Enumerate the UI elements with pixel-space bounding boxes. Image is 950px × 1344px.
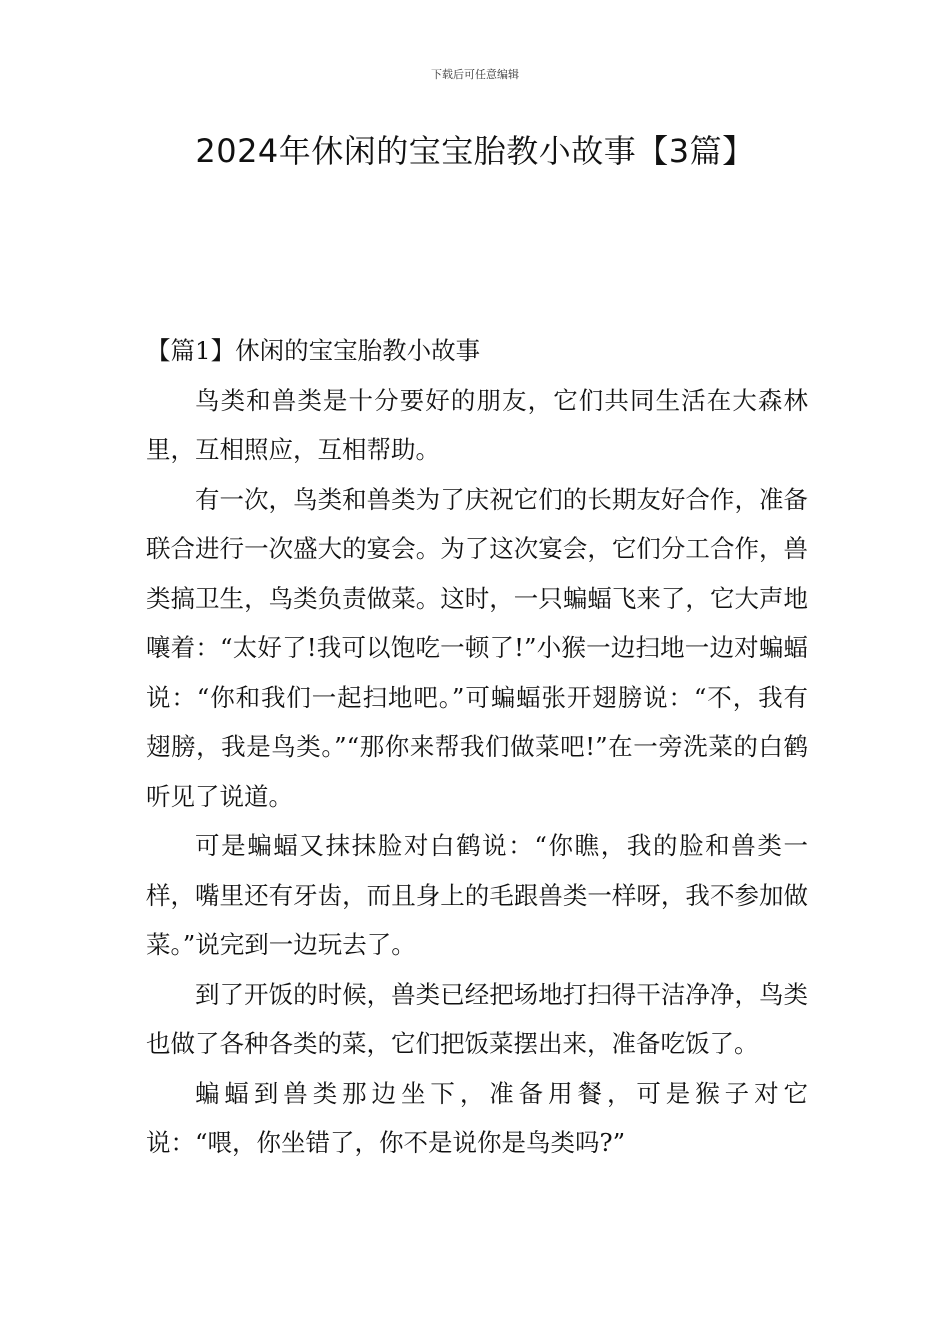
document-title: 2024年休闲的宝宝胎教小故事【3篇】: [195, 132, 755, 170]
paragraph: 到了开饭的时候，兽类已经把场地打扫得干洁净净，鸟类也做了各种各类的菜，它们把饭菜摆出来，准备吃饭了。: [146, 979, 808, 1058]
paragraph: 蝙蝠到兽类那边坐下，准备用餐，可是猴子对它说：“喂，你坐错了，你不是说你是鸟类吗?”: [146, 1078, 808, 1157]
paragraph: 有一次，鸟类和兽类为了庆祝它们的长期友好合作，准备联合进行一次盛大的宴会。为了这次宴会，它们分工合作，兽类搞卫生，鸟类负责做菜。这时，一只蝙蝠飞来了，它大声地嚷着：“太好了!我可以饱吃一顿了!”小猴一边扫地一边对蝙蝠说：“你和我们一起扫地吧。”可蝙蝠张开翅膀说：“不，我有翅膀，我是鸟类。”“那你来帮我们做菜吧!”在一旁洗菜的白鹤听见了说道。: [146, 484, 808, 811]
section-heading: 【篇1】休闲的宝宝胎教小故事: [146, 336, 481, 365]
paragraph: 可是蝙蝠又抹抹脸对白鹤说：“你瞧，我的脸和兽类一样，嘴里还有牙齿，而且身上的毛跟兽类一样呀，我不参加做菜。”说完到一边玩去了。: [146, 831, 808, 959]
paragraph: 鸟类和兽类是十分要好的朋友，它们共同生活在大森林里，互相照应，互相帮助。: [146, 385, 808, 464]
document-body: [146, 326, 808, 1168]
header-note: 下载后可任意编辑: [431, 68, 519, 81]
